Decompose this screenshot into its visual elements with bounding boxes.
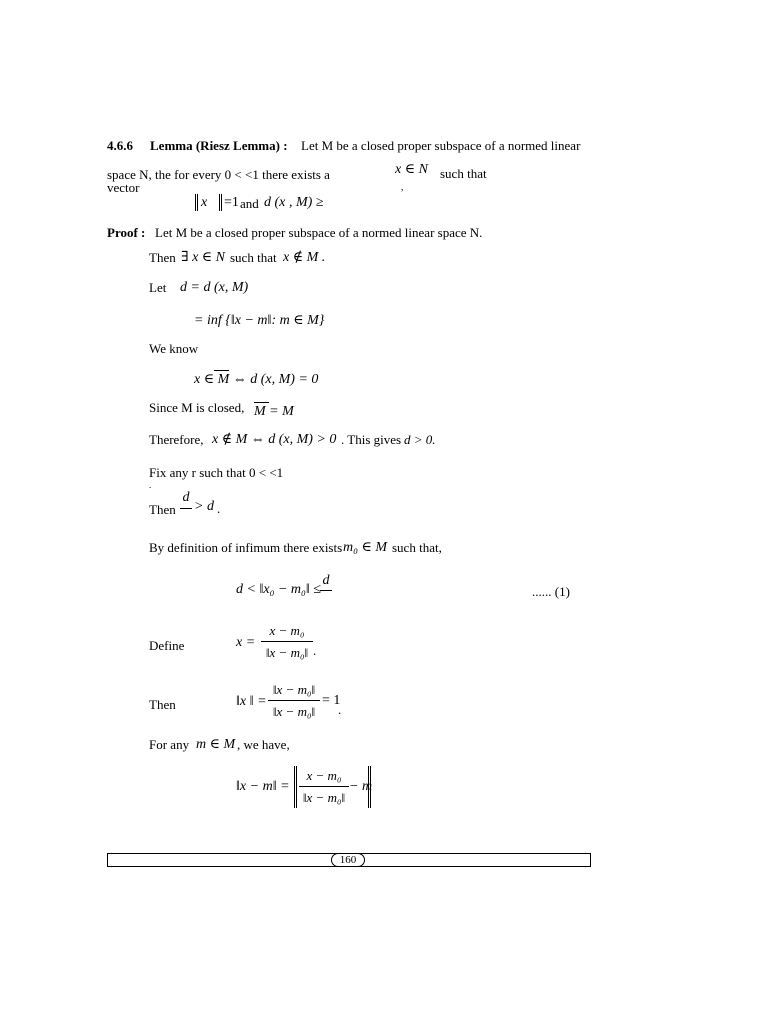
then2-numerator: d xyxy=(182,490,190,505)
final-norm-right-2 xyxy=(370,766,371,808)
define-numerator: x − m₀ xyxy=(269,623,305,638)
math-closed-set: M = M xyxy=(254,404,294,419)
we-know-label: We know xyxy=(149,341,199,356)
then3-fraction-num xyxy=(268,683,320,696)
equation-tag-1: ...... (1) xyxy=(532,584,570,599)
closure-bar xyxy=(214,370,229,371)
final-fraction-num xyxy=(299,769,349,782)
then2-fraction-bar xyxy=(180,508,192,509)
norm-bar-right-2 xyxy=(221,194,222,211)
define-denominator: ‖x − m₀‖ xyxy=(265,645,309,660)
ineq-fraction-bar xyxy=(320,590,332,591)
lemma-comma: , xyxy=(401,182,404,193)
final-norm-left xyxy=(294,766,295,808)
let-label: Let xyxy=(149,280,167,295)
math-then2: > d xyxy=(194,499,214,514)
final-denominator: ‖x − m₀‖ xyxy=(302,790,346,805)
then2-dot: . xyxy=(217,501,221,516)
math-x-not-in-M: x ∉ M . xyxy=(283,250,326,265)
math-norm-equals-one: =1 xyxy=(224,195,239,210)
norm-bar-left-2 xyxy=(197,194,198,211)
math-inequality: d < ‖x₀ − m₀‖ ≤ xyxy=(236,582,321,597)
lemma-and: and xyxy=(240,196,259,211)
math-distance: d (x xyxy=(264,195,286,210)
then3-dot: . xyxy=(338,702,342,717)
final-fraction-den xyxy=(299,791,349,804)
math-therefore: x ∉ M ⇔ d (x, M) > 0 xyxy=(212,432,337,447)
define-label: Define xyxy=(149,638,185,653)
math-d-positive: d > 0. xyxy=(404,432,436,447)
math-then3-rhs: = 1 xyxy=(322,693,341,708)
math-m-in-M: m ∈ M xyxy=(196,737,236,752)
math-distance-end: , M) ≥ xyxy=(289,195,324,210)
math-closure-equivalence: x ∈ M ⇔ d (x, M) = 0 xyxy=(194,372,319,387)
then-such-that: such that xyxy=(230,250,277,265)
lemma-title: Lemma (Riesz Lemma) : xyxy=(150,138,288,153)
proof-label: Proof : xyxy=(107,225,146,240)
norm-bar-right xyxy=(219,194,220,211)
norm-bar-left xyxy=(195,194,196,211)
final-numerator: x − m₀ xyxy=(306,768,342,783)
gives-label: . This gives xyxy=(341,432,402,447)
final-norm-right xyxy=(368,766,369,808)
then-label-2: Then xyxy=(149,502,176,517)
proof-intro: Let M be a closed proper subspace of a normed linear space N. xyxy=(155,225,483,240)
fix-dot: . xyxy=(149,480,152,490)
by-def-text: By definition of infimum there exists xyxy=(149,540,343,555)
lemma-text-line2: space N, the for every 0 < <1 there exists a xyxy=(107,167,330,182)
then-label-3: Then xyxy=(149,697,176,712)
math-final-rest: − m xyxy=(349,779,373,794)
then3-numerator: ‖x − m₀‖ xyxy=(272,682,316,697)
define-dot: . xyxy=(313,643,317,658)
fix-text: Fix any r such that 0 < <1 xyxy=(149,465,284,480)
math-m0-in-M: m₀ ∈ M xyxy=(343,540,388,555)
for-any-end: , we have, xyxy=(237,737,290,752)
therefore-label: Therefore, xyxy=(149,432,204,447)
then3-denominator: ‖x − m₀‖ xyxy=(272,704,316,719)
for-any-label: For any xyxy=(149,737,190,752)
math-x: x xyxy=(201,195,208,210)
final-norm-left-2 xyxy=(296,766,297,808)
ineq-numerator: d xyxy=(322,573,330,588)
lemma-such-that: such that xyxy=(440,166,487,181)
ineq-fraction xyxy=(320,573,332,588)
then3-fraction-bar xyxy=(268,700,320,701)
math-d-def: d = d (x, M) xyxy=(180,280,249,295)
math-then3-lhs: ‖x ‖ = xyxy=(236,694,267,709)
define-fraction-den xyxy=(261,646,313,659)
by-def-end: such that, xyxy=(392,540,442,555)
then2-fraction xyxy=(180,490,192,505)
then3-fraction-den xyxy=(268,705,320,718)
closure-bar-2 xyxy=(254,402,269,403)
page-number: 160 xyxy=(331,853,365,867)
final-fraction-bar xyxy=(299,786,349,787)
then-label-1: Then xyxy=(149,250,176,265)
lemma-number: 4.6.6 xyxy=(107,138,133,153)
define-fraction-num xyxy=(261,624,313,637)
math-define-lhs: x = xyxy=(236,635,256,650)
math-exists-x: ∃ x ∈ N xyxy=(181,250,226,265)
lemma-text-vector: vector xyxy=(107,180,140,195)
math-x-in-N: x ∈ N xyxy=(395,162,428,177)
define-fraction-bar xyxy=(261,641,313,642)
math-final-lhs: ‖x − m‖ = xyxy=(236,779,290,794)
lemma-text-line1: Let M be a closed proper subspace of a normed linear xyxy=(301,138,581,153)
since-label: Since M is closed, xyxy=(149,400,245,415)
math-inf-def: = inf {‖x − m‖: m ∈ M} xyxy=(194,313,325,328)
